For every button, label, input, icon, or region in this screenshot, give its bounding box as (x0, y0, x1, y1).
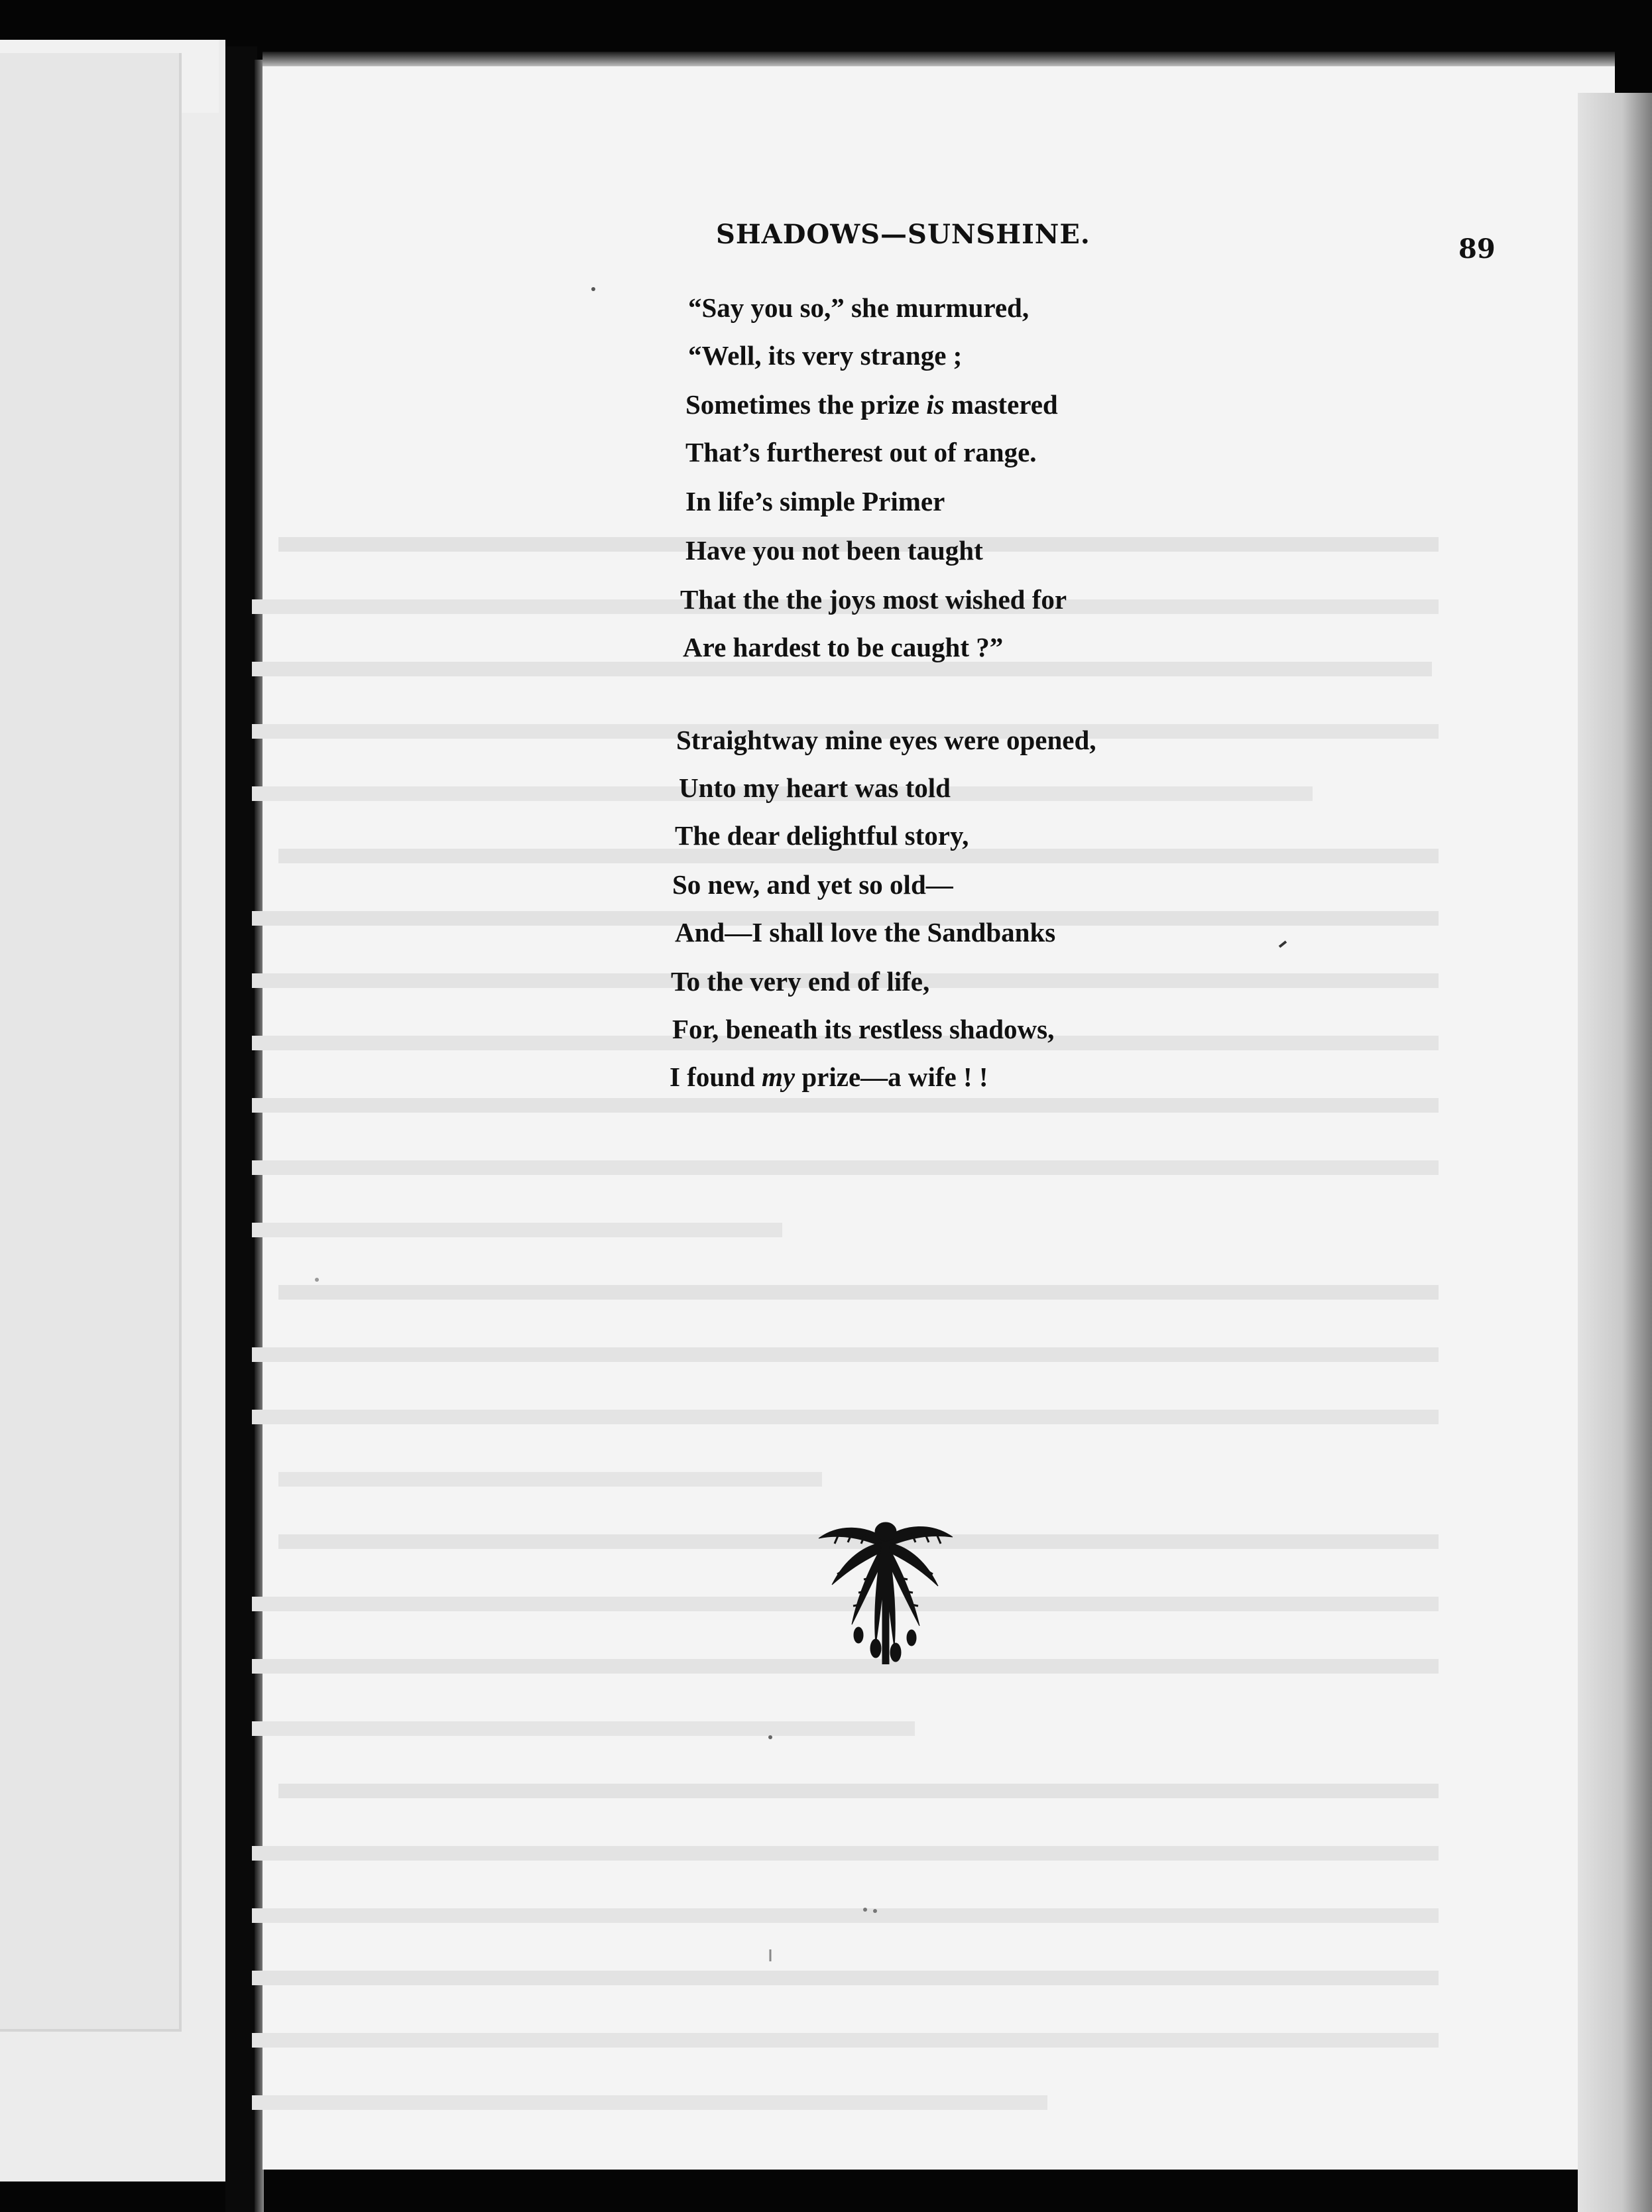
running-head: SHADOWS—SUNSHINE. (716, 219, 1091, 250)
poem-line: So new, and yet so old— (672, 869, 953, 900)
palm-tree-ornament-icon (812, 1512, 958, 1664)
facing-page-inner (0, 53, 182, 2032)
poem-line: “Well, its very strange ; (688, 340, 963, 371)
poem-line: The dear delightful story, (675, 820, 969, 851)
poem-line: Have you not been taught (685, 535, 983, 566)
poem-emphasis: is (926, 389, 945, 420)
poem-line: Are hardest to be caught ?” (683, 632, 1004, 662)
facing-page (0, 40, 225, 2181)
page-top-shadow (263, 52, 1615, 66)
poem-emphasis: my (762, 1062, 796, 1092)
show-through-texture (252, 517, 1439, 2138)
poem-line-text: I found (670, 1062, 762, 1092)
poem-line: For, beneath its restless shadows, (672, 1014, 1055, 1044)
page-number: 89 (1458, 233, 1496, 265)
page-edge (1578, 93, 1652, 2212)
poem-line: Unto my heart was told (679, 772, 951, 803)
poem-line: In life’s simple Primer (685, 486, 945, 517)
poem-line-text: prize—a wife ! ! (795, 1062, 988, 1092)
poem-line-text: Sometimes the prize (685, 389, 927, 420)
poem-line: And—I shall love the Sandbanks (675, 917, 1056, 948)
poem-line: That’s furtherest out of range. (685, 437, 1037, 467)
poem-line (670, 1061, 988, 1093)
poem-line: “Say you so,” she murmured, (688, 292, 1030, 323)
poem-line-text: mastered (944, 389, 1058, 420)
poem-line: Straightway mine eyes were opened, (676, 725, 1096, 755)
poem-line: That the the joys most wished for (680, 584, 1067, 615)
poem-line: To the very end of life, (671, 966, 930, 997)
poem-line (685, 389, 1058, 420)
